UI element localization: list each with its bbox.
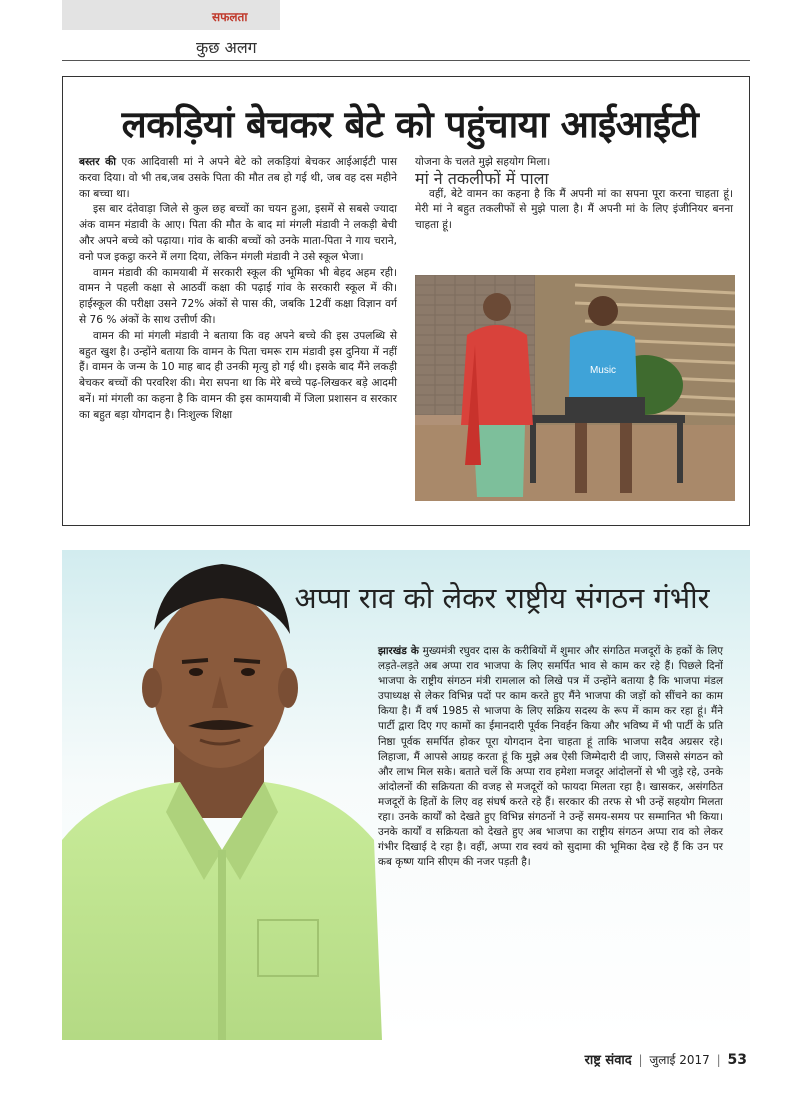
appa-rao-portrait [62,550,382,1040]
story2-headline: अप्पा राव को लेकर राष्ट्रीय संगठन गंभीर [294,581,710,615]
story1-column-2 [415,155,733,234]
story1-column-1 [79,155,397,424]
page-number: 53 [727,1052,747,1068]
header-rule [62,60,750,61]
appa-rao-portrait-art [62,550,382,1040]
publication-name: राष्ट्र संवाद [584,1053,632,1068]
mother-son-photo-art [415,275,735,501]
story1-paragraph-4: वामन की मां मंगली मंडावी ने बताया कि वह अपने बच्चे की इस उपलब्धि से बहुत खुश है। उन्होंने बताया कि वामन के पिता चमरू राम मंडावी इस दुनिया में नहीं हैं। वामन के जन्म के 10 माह बाद ही उनकी मृत्यु हो गई थी। इसके बाद मैंने लकड़ी बेचकर बच्चों की परवरिश की। मेरा सपना था कि मेरे बच्चे पढ़-लिखकर बड़े आदमी बनें। मां मंगली का कहना है कि वामन की इस कामयाबी में जिला प्रशासन व सरकार का बहुत बड़ा योगदान है। निःशुल्क शिक्षा [79,329,397,421]
story1-paragraph-5: वहीं, बेटे वामन का कहना है कि मैं अपनी मां का सपना पूरा करना चाहता हूं। मेरी मां ने बहुत तकलीफों से मुझे पाला है। मैं अपनी मां के लिए इंजीनियर बनना चाहता हूं। [415,187,733,232]
subsection-label: कुछ अलग [196,38,257,57]
story1-continuation: योजना के चलते मुझे सहयोग मिला। [415,156,551,168]
tshirt-print: Music [589,365,617,376]
footer-separator-2: | [716,1053,721,1067]
story1-subhead: मां ने तकलीफों में पाला [415,168,549,188]
story1-paragraph-3: वामन मंडावी की कामयाबी में सरकारी स्कूल की भूमिका भी बेहद अहम रही। वामन ने पहली कक्षा से आठवीं कक्षा की पढ़ाई गांव के सरकारी स्कूल में की। हाईस्कूल की परीक्षा उसने 72% अंकों से पास की, जबकि 12वीं कक्षा विज्ञान वर्ग से 76 % अंकों के साथ उत्तीर्ण की। [79,266,397,326]
story2-dateline: झारखंड के [378,645,419,657]
story1-lead-paragraph: बस्तर की एक आदिवासी मां ने अपने बेटे को लकड़ियां बेचकर आईआईटी पास करवा दिया। वो भी तब,जब उसके पिता की मौत तब हो गई थी, जब वह दस महीने का बच्चा था। [79,156,397,200]
issue-date: जुलाई 2017 [649,1053,710,1067]
footer-separator: | [638,1053,643,1067]
story2-body: झारखंड के मुख्यमंत्री रघुवर दास के करीबियों में शुमार और संगठित मजदूरों के हकों के लिए लड़ते-लड़ते अब अप्पा राव भाजपा के लिए समर्पित भाव से काम कर रहे हैं। पिछले दिनों भाजपा के राष्ट्रीय संगठन मंत्री रामलाल को लिखे पत्र में उन्होंने बताया है कि भाजपा मंडल उपाध्यक्ष से लेकर विभिन्न पदों पर काम करते हुए मैंने भाजपा की जड़ों को सींचने का काम किया है। मैं वर्ष 1985 से भाजपा के लिए सक्रिय सदस्य के रूप में काम कर रहा हूं। मैंने पार्टी द्वारा दिए गए कामों का ईमानदारी पूर्वक निवर्हन किया और भविष्य में भी पार्टी के प्रति निष्ठा पूर्वक समर्पित होकर पूरा योगदान देना चाहता हूं ताकि भाजपा सदैव अग्रसर रहे। लिहाजा, मैं आपसे आग्रह करता हूं कि मुझे अब ऐसी जिम्मेदारी दी जाए, जिससे संगठन को और लाभ मिल सके। बताते चलें कि अप्पा राव हमेशा मजदूर आंदोलनों से भी जुड़े रहे, उनके आंदोलनों की सक्रियता की वजह से मजदूरों को फायदा मिलता रहा है। खासकर, असंगठित मजदूरों के हितों के लिए वह संघर्ष करते रहे हैं। सरकार की तरफ से भी उन्हें सहयोग मिलता रहा। उनके कार्यों को देखते हुए विभिन्न संगठनों ने उन्हें समय-समय पर सम्मानित भी किया। उनके कार्यों व सक्रियता को देखते हुए अब भाजपा का राष्ट्रीय संगठन अप्पा राव को लेकर गंभीर दिखाई दे रहा है। वहीं, अप्पा राव स्वयं को सुदामा की भूमिका देख रहे हैं कि उन पर कब कृष्ण यानि सीएम की नजर पड़ती है। [378,645,724,869]
story1-headline: लकड़ियां बेचकर बेटे को पहुंचाया आईआईटी [121,103,699,146]
story1-paragraph-2: इस बार दंतेवाड़ा जिले से कुल छह बच्चों का चयन हुआ, इसमें से सबसे ज्यादा अंक वामन मंडावी के आए। पिता की मौत के बाद मां मंगली मंडावी ने लकड़ी बेची और अपने बच्चे को पढ़ाया। गांव के बाकी बच्चों को उनके माता-पिता ने गाय चराने, वनो पज इकट्ठा करने में लगा दिया, लेकिन मंगली मंडावी ने उसे स्कूल भेजा। [79,203,397,263]
section-label: सफलता [212,10,248,24]
story-appa-rao [62,550,750,1040]
story-iit-box [62,76,750,526]
mother-son-photo [415,275,735,501]
section-tab [62,0,280,30]
story1-dateline: बस्तर की [79,156,117,168]
page-footer [585,1050,747,1068]
